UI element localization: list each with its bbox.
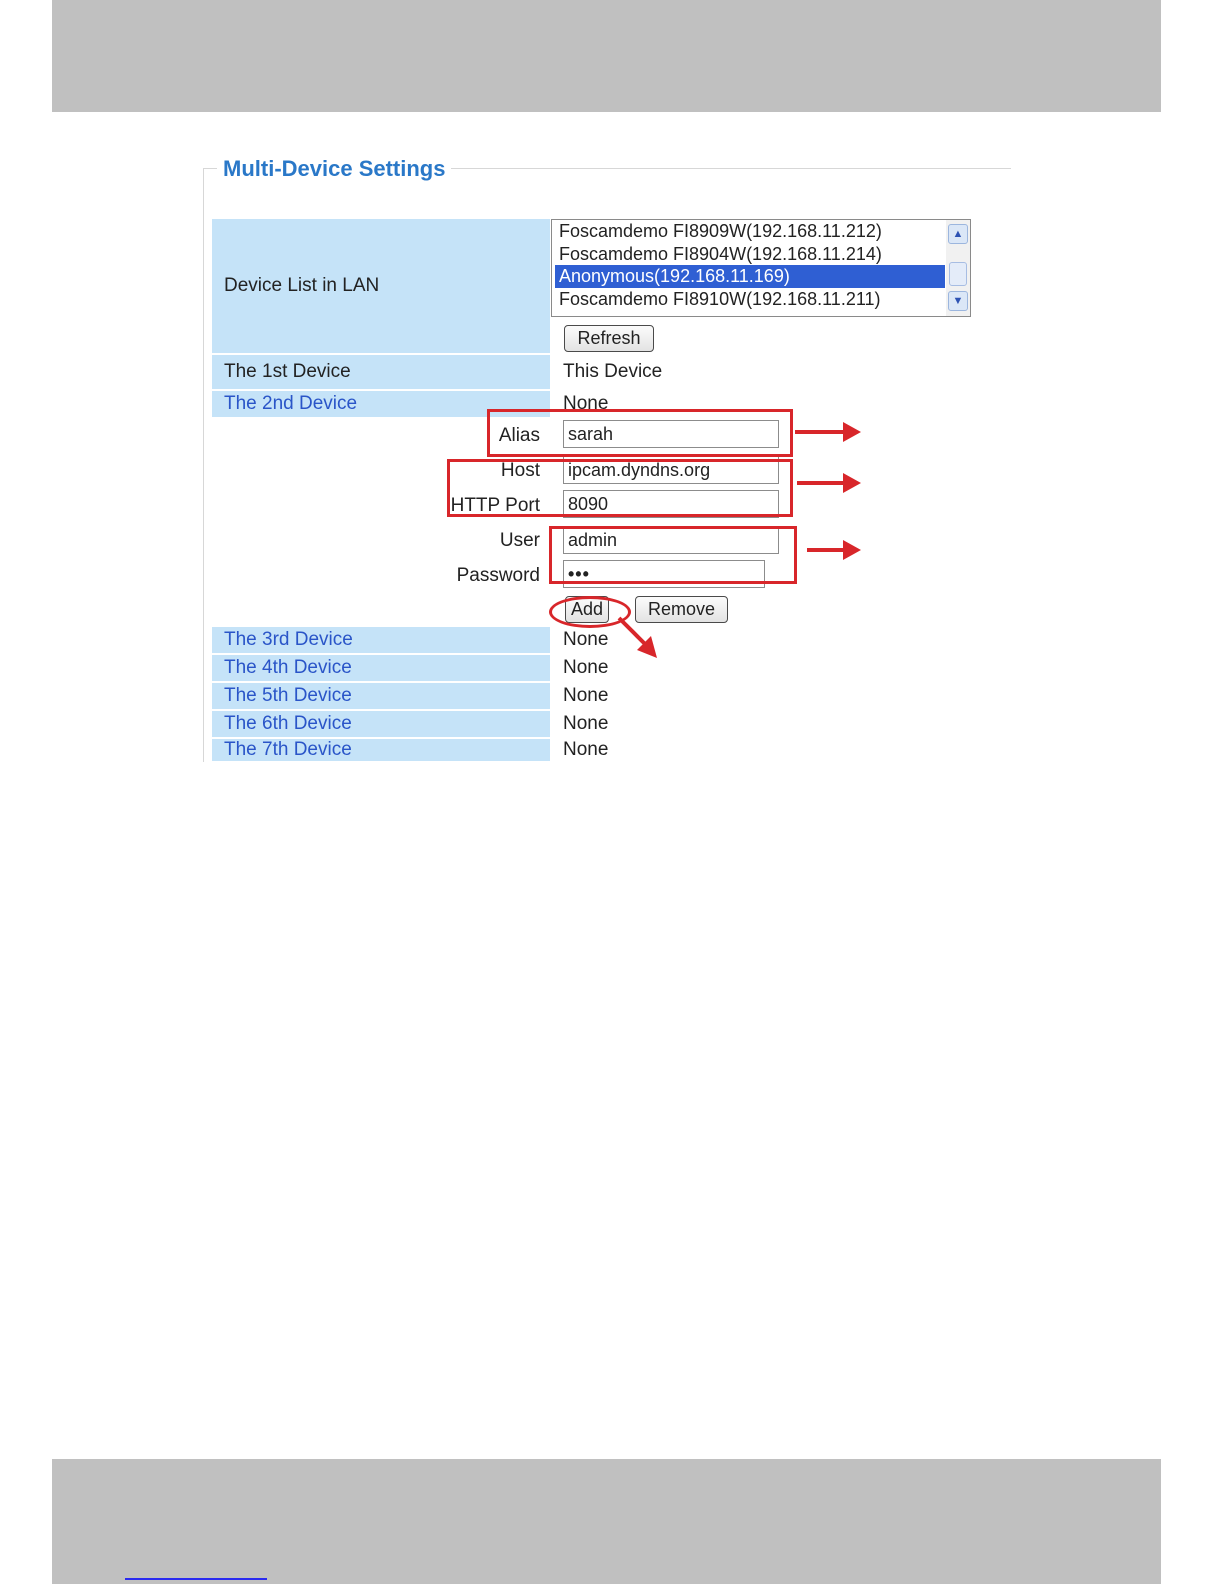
- device-7-label[interactable]: The 7th Device: [212, 739, 550, 761]
- remove-button[interactable]: Remove: [635, 596, 728, 623]
- device-list-option[interactable]: Foscamdemo FI8904W(192.168.11.214): [559, 243, 882, 264]
- annotation-box-credentials: [549, 526, 797, 584]
- device-3-label[interactable]: The 3rd Device: [212, 627, 550, 653]
- alias-input[interactable]: sarah: [563, 420, 779, 448]
- page-header-band: [52, 0, 1161, 112]
- annotation-box-alias: [487, 409, 793, 457]
- device-6-label[interactable]: The 6th Device: [212, 711, 550, 737]
- annotation-arrow-diagonal: [617, 616, 667, 662]
- device-6-value: None: [563, 713, 609, 734]
- device-1-value: This Device: [563, 361, 663, 382]
- chevron-up-icon[interactable]: ▲: [948, 224, 968, 244]
- page-footer-band: [52, 1459, 1161, 1584]
- device-list-option-selected[interactable]: Anonymous(192.168.11.169): [555, 265, 945, 288]
- multi-device-settings-panel: [203, 150, 1013, 762]
- device-4-value: None: [563, 657, 609, 678]
- password-input[interactable]: •••: [563, 560, 765, 588]
- device-1-label: The 1st Device: [212, 355, 550, 389]
- annotation-arrow: [807, 548, 845, 552]
- refresh-button[interactable]: Refresh: [564, 325, 654, 352]
- device-5-label[interactable]: The 5th Device: [212, 683, 550, 709]
- device-3-value: None: [563, 629, 609, 650]
- footer-link-underline[interactable]: [125, 1578, 267, 1580]
- http-port-input[interactable]: 8090: [563, 490, 779, 518]
- device-list-option[interactable]: Foscamdemo FI8910W(192.168.11.211): [559, 288, 881, 309]
- device-2-label[interactable]: The 2nd Device: [212, 391, 550, 417]
- password-label: Password: [456, 565, 540, 586]
- scrollbar-thumb[interactable]: [949, 262, 967, 286]
- annotation-box-host-port: [447, 459, 793, 517]
- host-input[interactable]: ipcam.dyndns.org: [563, 456, 779, 484]
- device-list-box[interactable]: [551, 219, 971, 317]
- device-list-label: Device List in LAN: [212, 219, 550, 353]
- device-list-scrollbar[interactable]: [946, 220, 970, 316]
- device-4-label[interactable]: The 4th Device: [212, 655, 550, 681]
- annotation-arrow: [795, 430, 845, 434]
- device-list-option[interactable]: Foscamdemo FI8909W(192.168.11.212): [559, 221, 882, 241]
- alias-label: Alias: [498, 425, 540, 446]
- user-label: User: [499, 530, 540, 551]
- add-button[interactable]: Add: [565, 596, 609, 623]
- panel-title: Multi-Device Settings: [217, 156, 451, 182]
- host-label: Host: [500, 460, 540, 481]
- chevron-down-icon[interactable]: ▼: [948, 291, 968, 311]
- fieldset-border-left: [203, 168, 204, 762]
- device-2-value: None: [563, 393, 609, 414]
- device-7-value: None: [563, 739, 609, 760]
- device-5-value: None: [563, 685, 609, 706]
- user-input[interactable]: admin: [563, 526, 779, 554]
- annotation-arrow: [797, 481, 845, 485]
- http-port-label: HTTP Port: [450, 495, 540, 516]
